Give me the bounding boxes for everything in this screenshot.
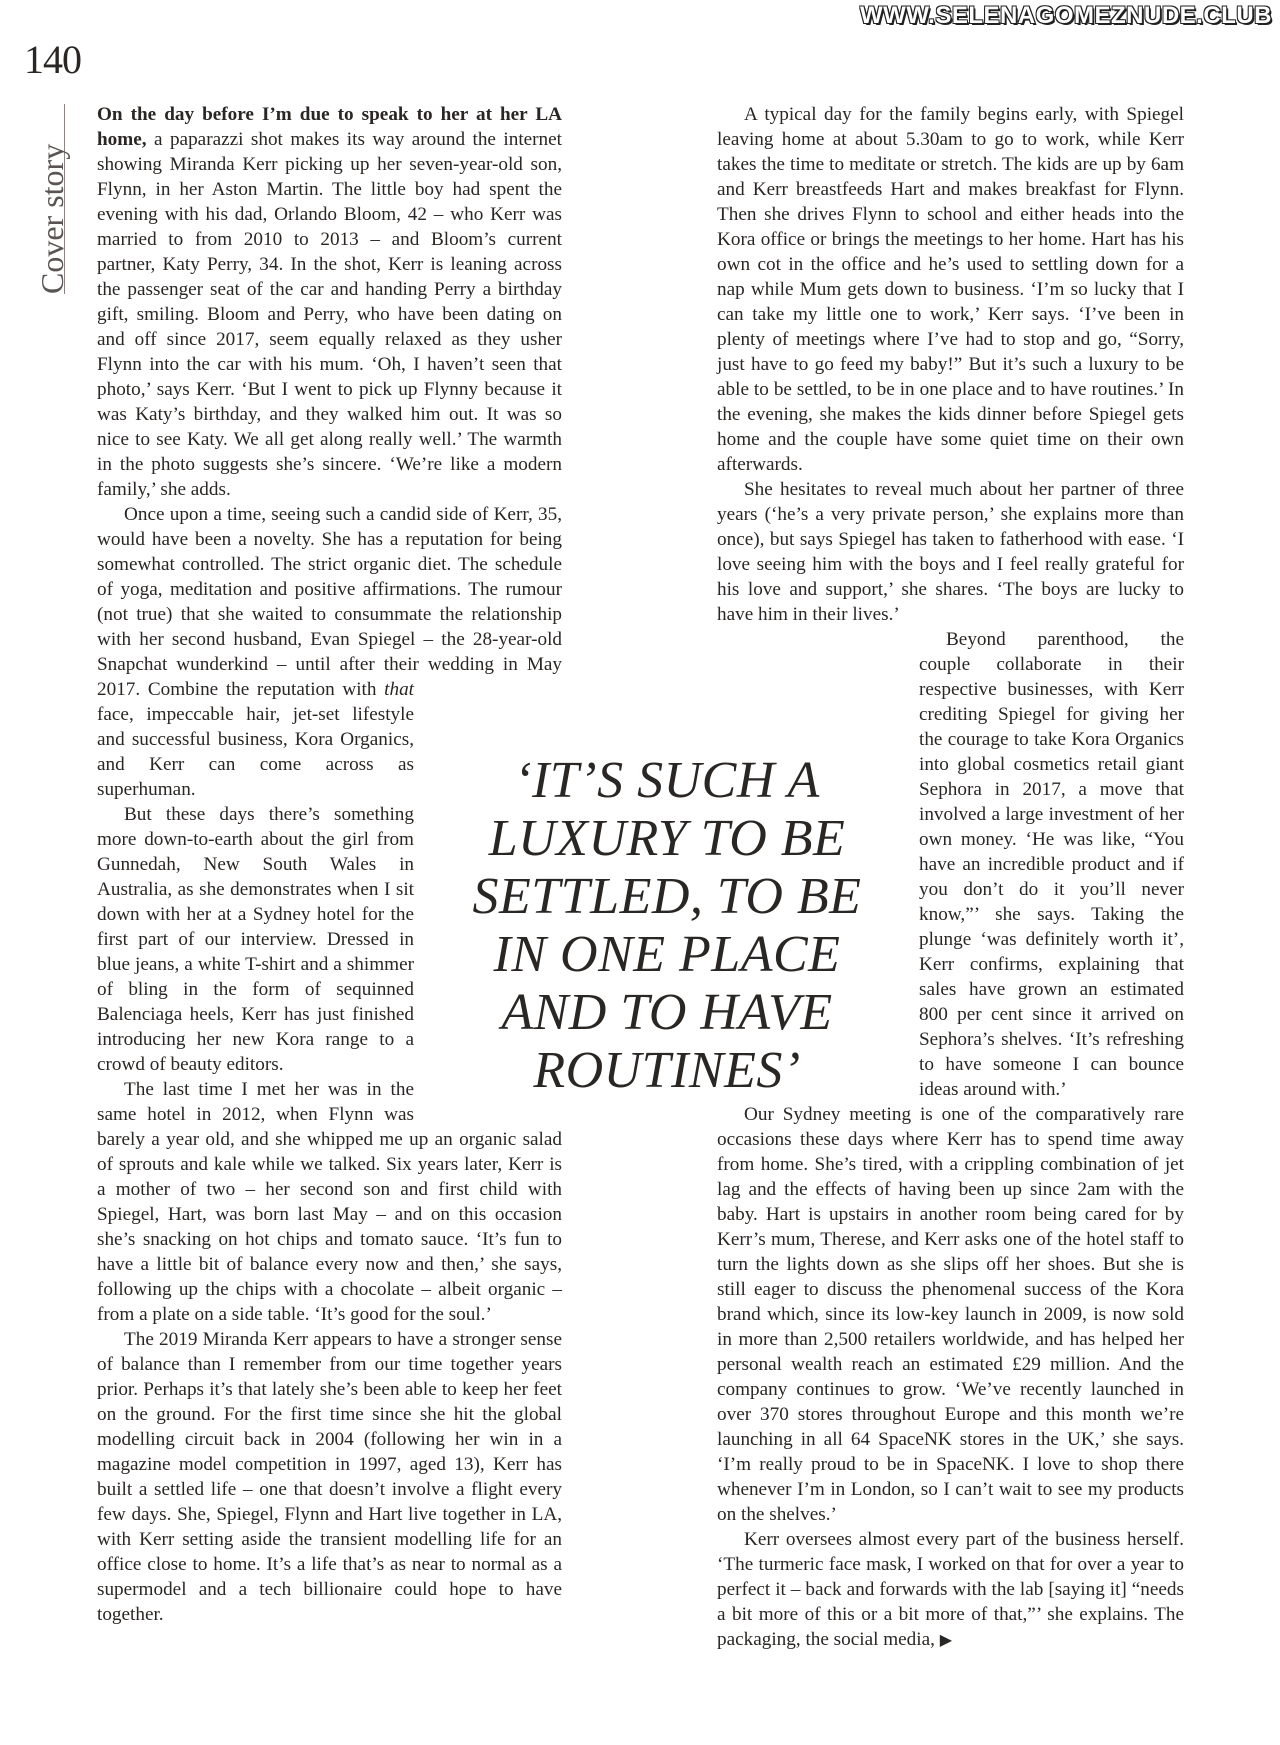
paragraph: Beyond parenthood, the couple collaborate in their respective businesses, with Kerr crediting Spiegel for giving her the courage to take Kora Organics into global cosmetics retail giant Sephora in 2017, a move that involved a large investment of her own money. ‘He was like, “You have an incredible product and if you don’t do it you’ll never know,”’ she says. Taking the plunge ‘was definitely worth it’, Kerr confirms, explaining that sales have grown an estimated 800 per cent since it arrived on Sephora’s shelves. ‘It’s refreshing to have someone I can bounce ideas around with.’ xyxy=(717,627,1184,1102)
lead-in: On the day before I’m due to speak to her at her LA home, xyxy=(97,104,562,150)
section-label xyxy=(34,104,70,294)
paragraph: The last time I met her was in the same hotel in 2012, when Flynn was barely a year old, and she whipped me up an organic salad of sprouts and kale while we talked. Six years later, Kerr is a mother of two – her second son and first child with Spiegel, Hart, was born last May – and on this occasion she’s snacking on hot chips and tomato sauce. ‘It’s fun to have a little bit of balance every now and then,’ she says, following up the chips with a chocolate – albeit organic – from a plate on a side table. ‘It’s good for the soul.’ xyxy=(97,1079,562,1325)
paragraph: Once upon a time, seeing such a candid side of Kerr, 35, would have been a novelty. She has a reputation for being somewhat controlled. The strict organic diet. The schedule of yoga, meditation and positive affirmations. The rumour (not true) that she waited to consummate the relationship with her second husband, Evan Spiegel – the 28-year-old Snapchat wunderkind – until after their wedding in May 2017. Combine the reputation with that face, impeccable hair, jet-set lifestyle and successful business, Kora Organics, and Kerr can come across as superhuman. xyxy=(97,502,562,802)
paragraph: But these days there’s something more down-to-earth about the girl from Gunnedah, New South Wales in Australia, as she demonstrates when I sit down with her at a Sydney hotel for the first part of our interview. Dressed in blue jeans, a white T-shirt and a shimmer of bling in the form of sequinned Balenciaga heels, Kerr has just finished introducing her new Kora range to a crowd of beauty editors. xyxy=(97,804,414,1075)
pull-quote: ‘IT’S SUCH A LUXURY TO BE SETTLED, TO BE IN ONE PLACE AND TO HAVE ROUTINES’ xyxy=(472,752,862,1099)
paragraph: A typical day for the family begins early, with Spiegel leaving home at about 5.30am to go to work, while Kerr takes the time to meditate or stretch. The kids are up by 6am and Kerr breastfeeds Hart and makes breakfast for Flynn. Then she drives Flynn to school and either heads into the Kora office or brings the meetings to her home. Hart has his own cot in the office and he’s used to settling down for a nap while Mum gets down to business. ‘I’m so lucky that I can take my little one to work,’ Kerr says. ‘I’ve been in plenty of meetings where I’ve had to stop and go, “Sorry, just have to go feed my baby!” But it’s such a luxury to be able to be settled, to be in one place and to have routines.’ In the evening, she makes the kids dinner before Spiegel gets home and the couple have some quiet time on their own afterwards. xyxy=(717,104,1184,475)
paragraph: On the day before I’m due to speak to her at her LA home, a paparazzi shot makes its way around the internet showing Miranda Kerr picking up her seven-year-old son, Flynn, in her Aston Martin. The little boy had spent the evening with his dad, Orlando Bloom, 42 – who Kerr was married to from 2010 to 2013 – and Bloom’s current partner, Katy Perry, 34. In the shot, Kerr is leaning across the passenger seat of the car and handing Perry a birthday gift, smiling. Bloom and Perry, who have been dating on and off since 2017, seem equally relaxed as they usher Flynn into the car with his mum. ‘Oh, I haven’t seen that photo,’ says Kerr. ‘But I went to pick up Flynny because it was Katy’s birthday, and they walked him out. It was so nice to see Katy. We all get along really well.’ The warmth in the photo suggests she’s sincere. ‘We’re like a modern family,’ she adds. xyxy=(97,104,562,500)
watermark: WWW.SELENAGOMEZNUDE.CLUB xyxy=(860,2,1272,29)
page-number: 140 xyxy=(24,37,81,82)
section-label-text: Cover story xyxy=(34,143,70,294)
paragraph: Our Sydney meeting is one of the comparatively rare occasions these days where Kerr has to spend time away from home. She’s tired, with a crippling combination of jet lag and the effects of having been up since 2am with the baby. Hart is upstairs in another room being cared for by Kerr’s mum, Therese, and Kerr asks one of the hotel staff to turn the lights down as she slips off her shoes. But she is still eager to discuss the phenomenal success of the Kora brand which, since its low-key launch in 2009, is now sold in more than 2,500 retailers worldwide, and has helped her personal wealth reach an estimated £29 million. And the company continues to grow. ‘We’ve recently launched in over 370 stores throughout Europe and this month we’re launching in all 64 SpaceNK stores in the UK,’ she says. ‘I’m really proud to be in SpaceNK. I love to shop there whenever I’m in London, so I can’t wait to see my products on the shelves.’ xyxy=(717,1104,1184,1525)
paragraph: Kerr oversees almost every part of the business herself. ‘The turmeric face mask, I worked on that for over a year to perfect it – back and forwards with the lab [saying it] “needs a bit more of this or a bit more of that,”’ she explains. The packaging, the social media, ▶ xyxy=(717,1529,1184,1650)
paragraph: She hesitates to reveal much about her partner of three years (‘he’s a very private person,’ she explains more than once), but says Spiegel has taken to fatherhood with ease. ‘I love seeing him with the boys and I feel really grateful for his love and support,’ she shares. ‘The boys are lucky to have him in their lives.’ xyxy=(717,479,1184,625)
paragraph: The 2019 Miranda Kerr appears to have a stronger sense of balance than I remember from our time together years prior. Perhaps it’s that lately she’s been able to keep her feet on the ground. For the first time since she hit the global modelling circuit back in 2004 (following her win in a magazine model competition in 1997, aged 13), Kerr has built a settled life – one that doesn’t involve a flight every few days. She, Spiegel, Flynn and Hart live together in LA, with Kerr setting aside the transient modelling life for an office close to home. It’s a life that’s as near to normal as a supermodel and a tech billionaire could hope to have together. xyxy=(97,1329,562,1625)
continue-arrow-icon: ▶ xyxy=(939,1632,953,1649)
